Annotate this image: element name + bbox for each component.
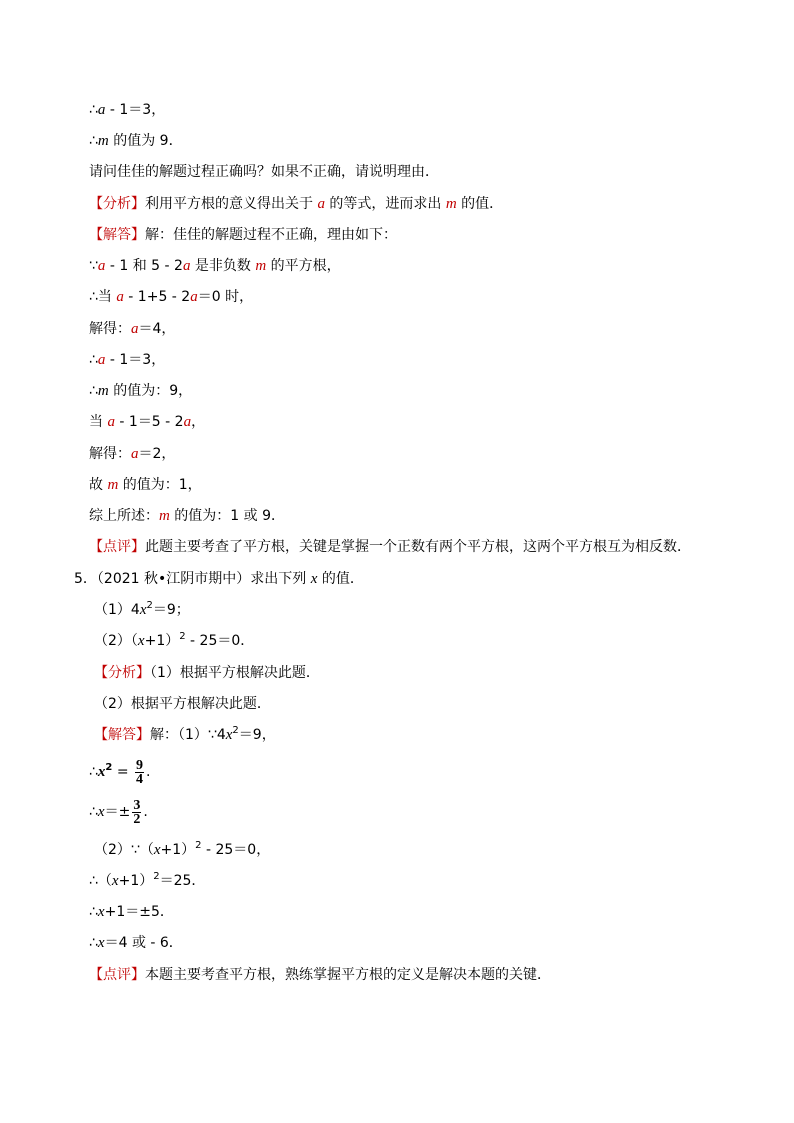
analysis-line-2 xyxy=(94,664,320,682)
line-2 xyxy=(89,132,183,150)
line-11 xyxy=(89,413,205,431)
text: +1） xyxy=(144,633,180,649)
comment-line-2 xyxy=(89,966,551,984)
line-12 xyxy=(89,445,175,463)
text: 综上所述： xyxy=(89,508,159,524)
variable: m xyxy=(97,383,109,399)
variable: a xyxy=(107,414,115,430)
variable: x xyxy=(111,873,119,889)
analysis-line-3 xyxy=(94,695,271,713)
text: （2）∵（ xyxy=(94,842,154,858)
variable: a xyxy=(116,289,124,305)
exponent: 2 xyxy=(146,600,153,611)
text: . xyxy=(143,804,148,820)
text: ∴ xyxy=(89,133,98,149)
variable: m xyxy=(97,133,109,149)
variable: x xyxy=(139,602,147,618)
analysis-tag: 【分析】 xyxy=(89,196,145,212)
variable: x xyxy=(225,727,233,743)
variable: a xyxy=(317,196,325,212)
exponent: 2 xyxy=(179,631,186,642)
text: +1＝±5． xyxy=(104,904,174,920)
text: - 1 和 5 - 2 xyxy=(105,258,183,274)
text: . xyxy=(146,764,151,780)
exponent: 2 xyxy=(153,871,160,882)
variable: x xyxy=(97,804,105,820)
text: ＝4 或 - 6． xyxy=(104,935,183,951)
text: ， xyxy=(191,414,206,430)
text: 解得： xyxy=(89,446,131,462)
text: ∴ xyxy=(89,352,98,368)
variable: m xyxy=(255,258,267,274)
text: ∴（ xyxy=(89,873,112,889)
solution-tag: 【解答】 xyxy=(94,727,150,743)
line-13 xyxy=(89,476,202,494)
text: ∴ xyxy=(89,102,98,118)
text: 的值为 9． xyxy=(108,133,183,149)
line-26 xyxy=(89,903,174,921)
exponent: 2 xyxy=(105,762,113,773)
variable: a xyxy=(97,102,106,118)
line-23 xyxy=(89,797,148,827)
text: 的等式，进而求出 xyxy=(324,196,446,212)
text: 的值． xyxy=(317,571,364,587)
text: ∴ xyxy=(89,764,98,780)
comment-line xyxy=(89,538,691,556)
text: ＝25． xyxy=(159,873,206,889)
text: 故 xyxy=(89,477,108,493)
variable: x xyxy=(97,935,105,951)
line-1 xyxy=(89,101,165,119)
text: ∴ xyxy=(89,935,98,951)
variable: x xyxy=(137,633,145,649)
line-22 xyxy=(89,757,150,787)
text: = xyxy=(112,764,134,780)
text: - 1＝3， xyxy=(105,102,166,118)
text: （1）4 xyxy=(94,602,140,618)
solution-line-2 xyxy=(94,726,276,744)
subquestion-2 xyxy=(94,632,254,650)
text: （1）根据平方根解决此题． xyxy=(150,665,320,681)
line-8 xyxy=(89,320,175,338)
line-27 xyxy=(89,934,183,952)
line-6 xyxy=(89,257,341,275)
text: 请问佳佳的解题过程正确吗？如果不正确，请说明理由． xyxy=(89,164,439,180)
text: （2）（ xyxy=(94,633,138,649)
analysis-tag: 【分析】 xyxy=(94,665,150,681)
variable: a xyxy=(131,446,139,462)
analysis-line xyxy=(89,195,503,213)
variable: x xyxy=(153,842,161,858)
line-25 xyxy=(89,872,205,890)
variable: a xyxy=(182,258,191,274)
line-10 xyxy=(89,382,192,400)
variable: a xyxy=(131,321,139,337)
comment-tag: 【点评】 xyxy=(89,539,145,555)
text: 的值． xyxy=(456,196,504,212)
line-7 xyxy=(89,288,253,306)
text: - 25＝0， xyxy=(201,842,271,858)
solution-tag: 【解答】 xyxy=(89,227,145,243)
line-9 xyxy=(89,351,165,369)
text: ＝± xyxy=(104,804,131,820)
variable: x xyxy=(97,904,105,920)
text: 是非负数 xyxy=(190,258,256,274)
text: 此题主要考查了平方根，关键是掌握一个正数有两个平方根，这两个平方根互为相反数． xyxy=(145,539,691,555)
text: ＝9， xyxy=(238,727,276,743)
text: - 1＝3， xyxy=(105,352,166,368)
subquestion-1 xyxy=(94,601,190,619)
variable: m xyxy=(445,196,457,212)
text: +1） xyxy=(160,842,196,858)
line-14 xyxy=(89,507,285,525)
text: ∴ xyxy=(89,904,98,920)
denominator: 4 xyxy=(136,771,144,787)
variable: m xyxy=(159,508,170,524)
variable: a xyxy=(97,258,106,274)
text: ＝0 时， xyxy=(197,289,254,305)
text: （2021 秋•江阴市期中）求出下列 xyxy=(96,571,311,587)
text: 的值为：1， xyxy=(118,477,202,493)
variable: a xyxy=(183,414,192,430)
denominator: 2 xyxy=(133,811,141,827)
text: （2）根据平方根解决此题． xyxy=(94,696,271,712)
text: ∵ xyxy=(89,258,98,274)
text: ∴ xyxy=(89,804,98,820)
variable: x xyxy=(310,571,318,587)
variable: a xyxy=(190,289,198,305)
text: 解：（1）∵4 xyxy=(150,727,226,743)
line-24 xyxy=(94,841,270,859)
text: ＝2， xyxy=(138,446,176,462)
text: - 25＝0． xyxy=(185,633,255,649)
text: - 1＝5 - 2 xyxy=(114,414,184,430)
exponent: 2 xyxy=(195,840,202,851)
text: 的值为：9， xyxy=(108,383,193,399)
solution-line xyxy=(89,226,397,244)
text: 的值为：1 或 9． xyxy=(169,508,286,524)
text: ＝9； xyxy=(152,602,190,618)
text: 的平方根， xyxy=(266,258,341,274)
numerator: 3 xyxy=(133,797,141,813)
text: - 1+5 - 2 xyxy=(123,289,191,305)
question-line xyxy=(89,163,439,181)
text: 解：佳佳的解题过程不正确，理由如下： xyxy=(145,227,397,243)
question-5-line xyxy=(74,570,364,588)
text: 本题主要考查平方根，熟练掌握平方根的定义是解决本题的关键． xyxy=(145,967,551,983)
text: ∴ xyxy=(89,383,98,399)
variable: a xyxy=(97,352,106,368)
variable: m xyxy=(107,477,119,493)
text: 当 xyxy=(89,414,108,430)
numerator: 9 xyxy=(136,757,144,773)
fraction xyxy=(135,759,144,786)
variable: x xyxy=(97,764,106,780)
text: +1） xyxy=(118,873,154,889)
text: 解得： xyxy=(89,321,131,337)
exponent: 2 xyxy=(232,725,239,736)
fraction xyxy=(132,799,141,826)
text: 利用平方根的意义得出关于 xyxy=(145,196,318,212)
text: ∴当 xyxy=(89,289,117,305)
question-number: 5． xyxy=(74,571,97,587)
text: ＝4， xyxy=(138,321,176,337)
comment-tag: 【点评】 xyxy=(89,967,145,983)
